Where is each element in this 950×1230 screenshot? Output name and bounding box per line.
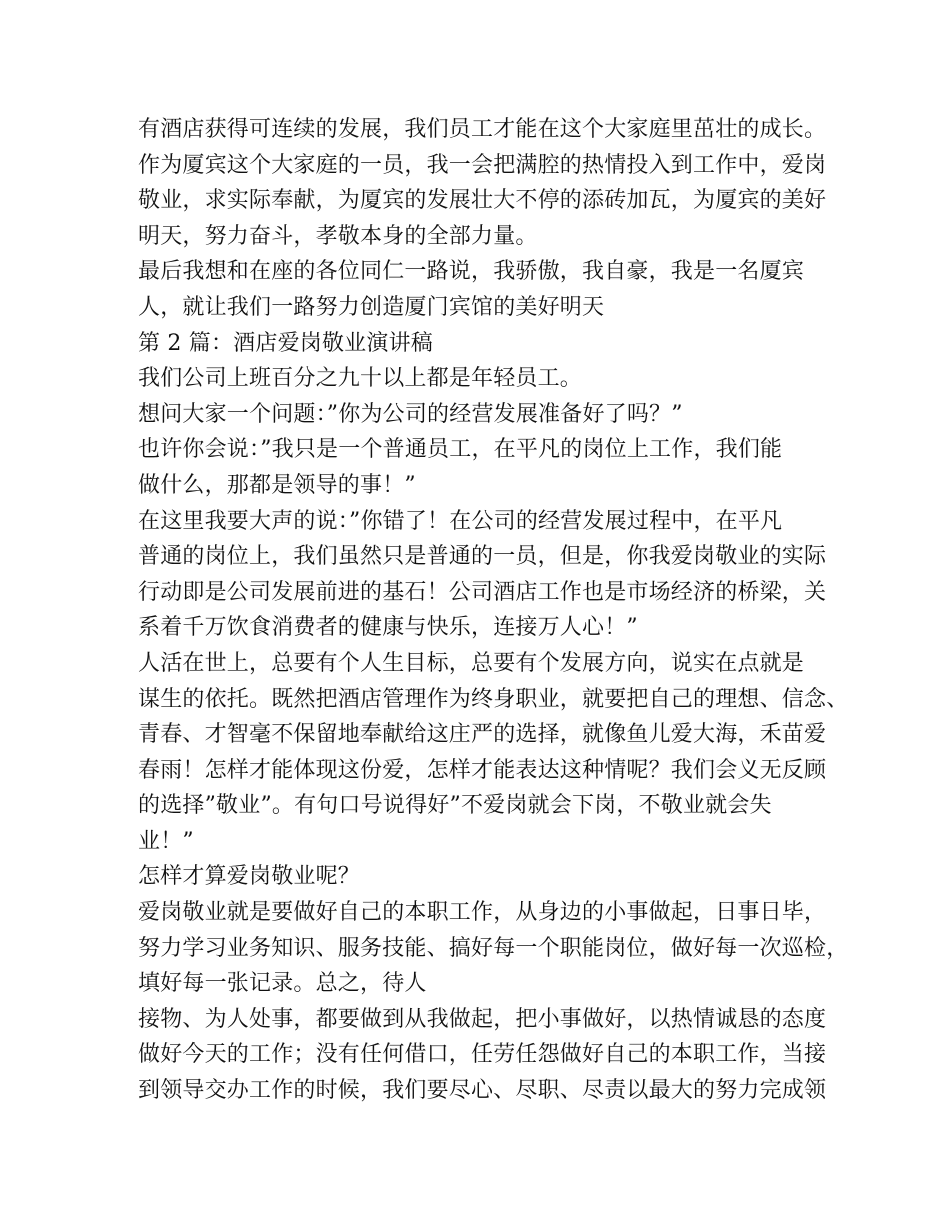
document-body [138, 112, 849, 1109]
text-line: 明天，努力奋斗，孝敬本身的全部力量。 [138, 223, 538, 249]
text-line: 谋生的依托。既然把酒店管理作为终身职业，就要把自己的理想、信念、 [138, 686, 849, 712]
text-line: 我们公司上班百分之九十以上都是年轻员工。 [138, 366, 583, 392]
section-heading: 第 2 篇：酒店爱岗敬业演讲稿 [138, 330, 433, 356]
text-line: 怎样才算爱岗敬业呢？ [138, 864, 361, 890]
text-line: 作为厦宾这个大家庭的一员，我一会把满腔的热情投入到工作中，爱岗 [138, 152, 827, 178]
text-line: 青春、才智毫不保留地奉献给这庄严的选择，就像鱼儿爱大海，禾苗爱 [138, 722, 827, 748]
text-line: 业！” [138, 828, 194, 854]
text-line: 行动即是公司发展前进的基石！公司酒店工作也是市场经济的桥梁，关 [138, 579, 827, 605]
text-line: 系着千万饮食消费者的健康与快乐，连接万人心！” [138, 615, 638, 641]
text-line: 敬业，求实际奉献，为厦宾的发展壮大不停的添砖加瓦，为厦宾的美好 [138, 188, 827, 214]
text-line: 接物、为人处事，都要做到从我做起，把小事做好，以热情诚恳的态度 [138, 1006, 827, 1032]
text-line: 人活在世上，总要有个人生目标，总要有个发展方向，说实在点就是 [138, 650, 805, 676]
text-line: 在这里我要大声的说：”你错了！在公司的经营发展过程中，在平凡 [138, 508, 783, 534]
text-line: 最后我想和在座的各位同仁一路说，我骄傲，我自豪，我是一名厦宾 [138, 259, 805, 285]
text-line: 有酒店获得可连续的发展，我们员工才能在这个大家庭里茁壮的成长。 [138, 117, 827, 142]
text-line: 做好今天的工作；没有任何借口，任劳任怨做好自己的本职工作，当接 [138, 1042, 827, 1068]
text-line: 想问大家一个问题：”你为公司的经营发展准备好了吗？” [138, 401, 683, 427]
text-line: 到领导交办工作的时候，我们要尽心、尽职、尽责以最大的努力完成领 [138, 1078, 827, 1104]
text-line: 的选择”敬业”。有句口号说得好”不爱岗就会下岗，不敬业就会失 [138, 793, 772, 819]
text-line: 努力学习业务知识、服务技能、搞好每一个职能岗位，做好每一次巡检， [138, 935, 849, 961]
text-line: 爱岗敬业就是要做好自己的本职工作，从身边的小事做起，日事日毕， [138, 900, 827, 926]
text-line: 填好每一张记录。总之，待人 [138, 971, 427, 997]
text-line: 春雨！怎样才能体现这份爱，怎样才能表达这种情呢？我们会义无反顾 [138, 757, 827, 783]
text-line: 人，就让我们一路努力创造厦门宾馆的美好明天 [138, 294, 605, 320]
text-line: 也许你会说：”我只是一个普通员工，在平凡的岗位上工作，我们能 [138, 437, 783, 463]
text-line: 做什么，那都是领导的事！” [138, 472, 416, 498]
text-line: 普通的岗位上，我们虽然只是普通的一员，但是，你我爱岗敬业的实际 [138, 544, 827, 570]
